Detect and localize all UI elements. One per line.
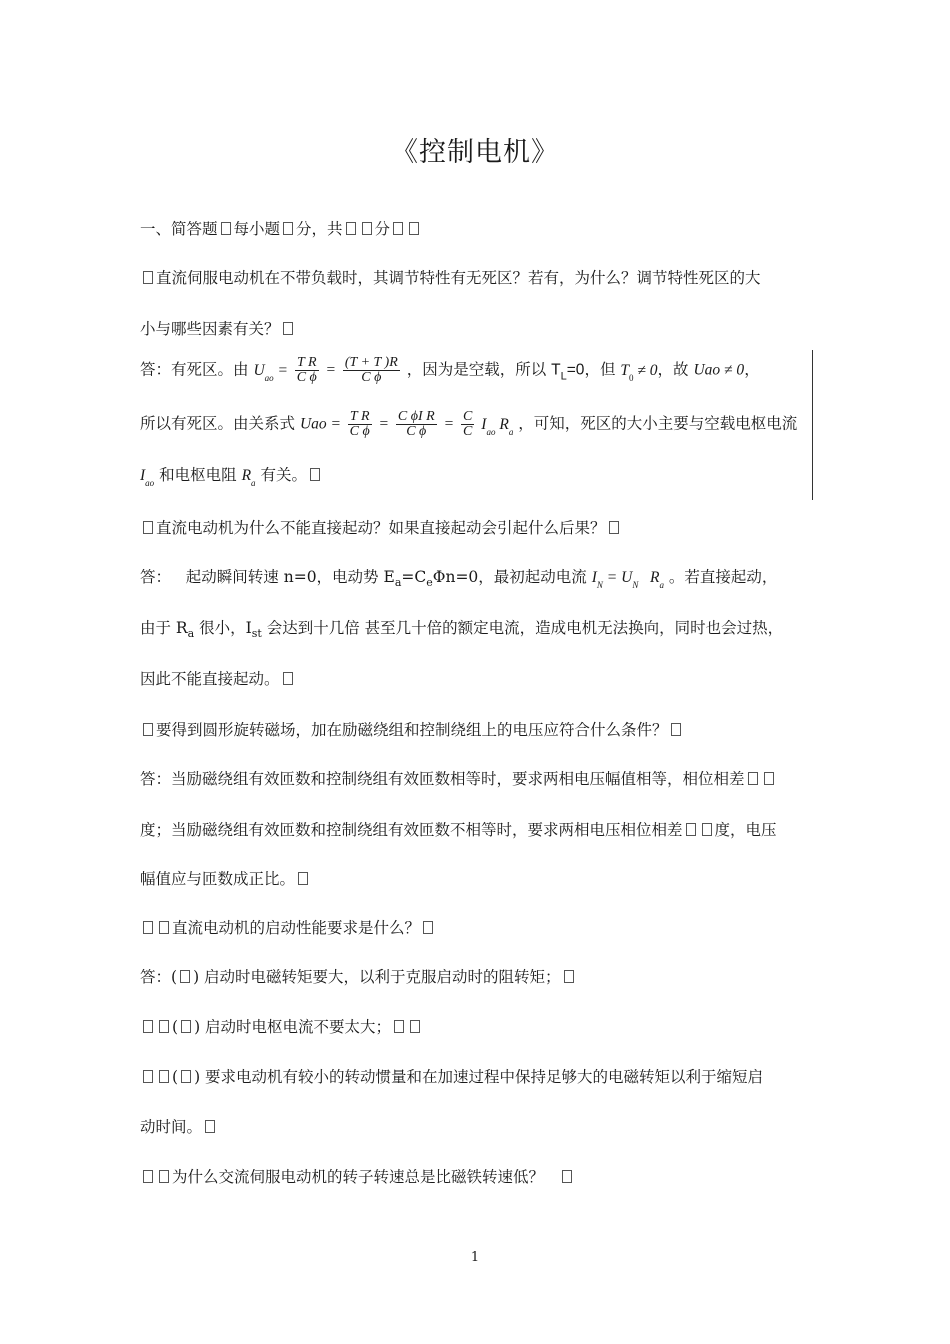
fraction-1: $\frac{\text{T R}}{\text{C ϕ}}$ xyxy=(296,355,317,385)
answer-1-line-1: 答：有死区。由 $U_{ao}$ = $\frac{\text{T R}}{\text{C ϕ}}$ = $\frac{(T + T )R}{\text{C ϕ}}$ ，因为是空载，所以 $T_L=0$，但 $T_0 \ne 0$，故 Uao ≠ 0， xyxy=(140,355,760,385)
answer-3-line-2: 度；当励磁绕组有效匝数和控制绕组有效匝数不相等时，要求两相电压相位相差 度，电压 xyxy=(140,821,777,839)
answer-box-border xyxy=(812,350,813,500)
missing-glyph xyxy=(221,222,231,235)
question-3: 要得到圆形旋转磁场，加在励磁绕组和控制绕组上的电压应符合什么条件？ xyxy=(140,719,684,741)
answer-1-line-3: $I_{ao}$ 和电枢电阻 $R_a$ 有关。 xyxy=(140,464,323,494)
page-number: 1 xyxy=(470,1250,480,1265)
formula-uao-ne: Uao ≠ 0 xyxy=(693,361,745,379)
question-1: 直流伺服电动机在不带负载时，其调节特性有无死区？若有，为什么？调节特性死区的大 xyxy=(140,267,761,289)
answer-2-line-3: 因此不能直接起动。 xyxy=(140,668,296,690)
answer-3-line-3: 幅值应与匝数成正比。 xyxy=(140,868,311,890)
answer-2-line-1: 答： 起动瞬间转速 n=0，电动势 $E_a=C_e\Phi n=0$，最初起动电流 $I_N = U_N$ $R_a$ 。若直接起动， xyxy=(140,568,778,590)
fraction-2: $\frac{(T + T )R}{\text{C ϕ}}$ xyxy=(344,355,398,385)
formula-uao: $U_{ao}$ = xyxy=(253,361,288,383)
answer-4-line-4: 动时间。 xyxy=(140,1116,218,1138)
answer-2-line-2: 由于 $R_a$ 很小，$I_{st}$ 会达到十几倍 甚至几十倍的额定电流，造成电机无法换向，同时也会过热， xyxy=(140,619,784,640)
question-4: 直流电动机的启动性能要求是什么？ xyxy=(140,917,436,939)
answer-4-line-1: 答：( ) 启动时电磁转矩要大，以利于克服启动时的阻转矩； xyxy=(140,966,577,988)
answer-3-line-1: 答：当励磁绕组有效匝数和控制绕组有效匝数相等时，要求两相电压幅值相等，相位相差 xyxy=(140,768,777,790)
answer-4-line-2: ( ) 启动时电枢电流不要太大； xyxy=(140,1016,423,1038)
formula-in: $I_N = U_N$ $R_a$ xyxy=(591,569,664,590)
question-2: 直流电动机为什么不能直接起动？如果直接起动会引起什么后果？ xyxy=(140,517,622,539)
formula-t0: $T_0 \ne 0$ xyxy=(620,361,658,383)
page-title: 《控制电机》 xyxy=(391,137,559,168)
question-1-cont: 小与哪些因素有关？ xyxy=(140,318,296,340)
answer-1-line-2: 所以有死区。由关系式 Uao = $\frac{\text{T R}}{\text{C ϕ}}$ = $\frac{\text{C ϕI R}}{\text{C ϕ}}$ = $\frac{C}{C}$ $I_{ao}$ $R_a$ ，可知，死区的大小主要与空载电枢电流 xyxy=(140,409,798,439)
answer-4-line-3: ( ) 要求电动机有较小的转动惯量和在加速过程中保持足够大的电磁转矩以利于缩短启 xyxy=(140,1066,763,1088)
question-5: 为什么交流伺服电动机的转子转速总是比磁铁转速低？ xyxy=(140,1166,575,1188)
section-heading: 一、简答题 每小题 分，共 分 xyxy=(140,218,422,240)
